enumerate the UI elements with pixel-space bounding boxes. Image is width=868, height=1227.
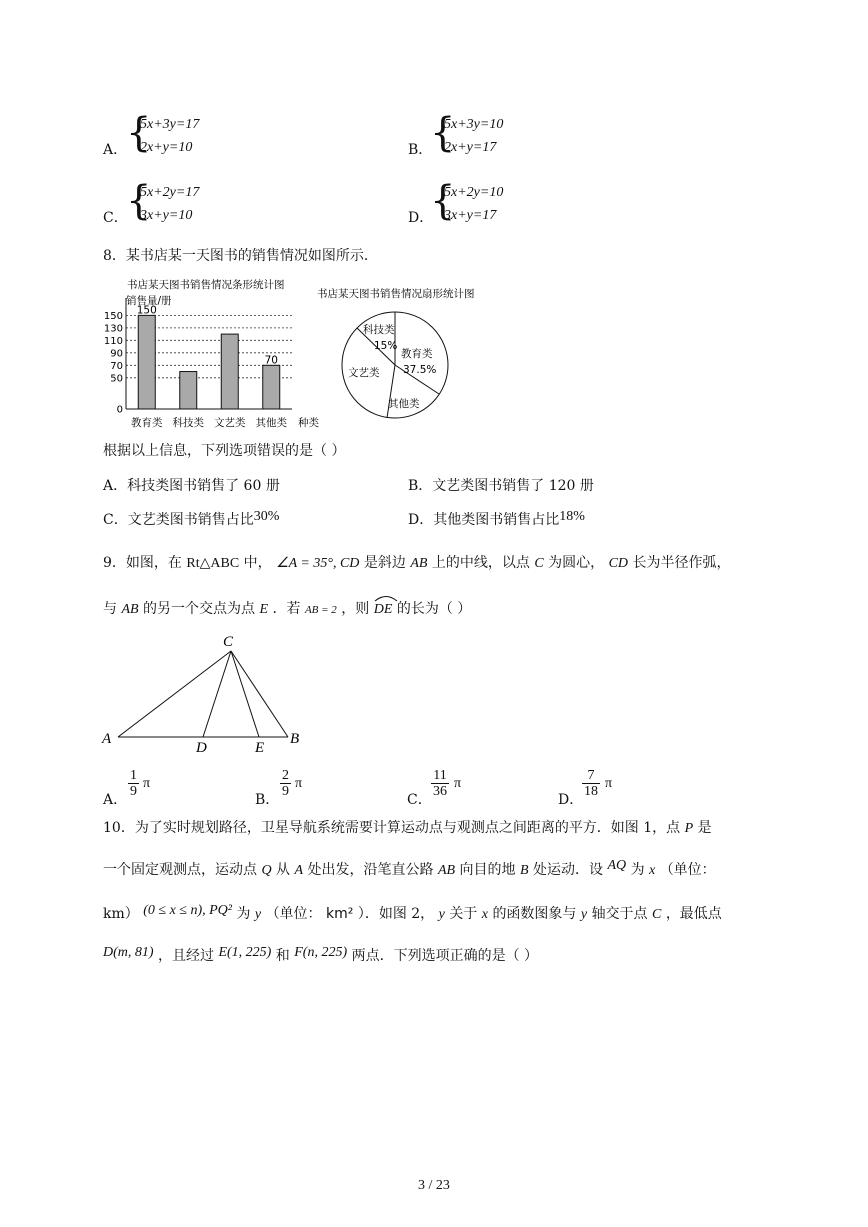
q8-question: 根据以上信息，下列选项错误的是（ ） [103, 443, 346, 459]
pie-divider [387, 365, 395, 418]
point-c: C [534, 556, 544, 571]
bar [138, 315, 155, 409]
text: 为 [630, 862, 645, 878]
bar-chart-title: 书店某天图书销售情况条形统计图 [127, 279, 285, 291]
numerator: 11 [433, 768, 447, 783]
text: 两点．下列选项正确的是（ ） [351, 948, 539, 964]
bar-chart-ylabel: 销售量/册 [126, 295, 172, 307]
brace: { [430, 178, 456, 224]
point-b: B [519, 863, 529, 878]
pi-symbol: π [143, 776, 151, 791]
text: （单位： [265, 906, 322, 922]
bar [180, 372, 197, 409]
side-ac [118, 651, 231, 737]
q8-option-c-text: C．文艺类图书销售占比 [103, 512, 254, 528]
fraction [128, 768, 139, 799]
point-a: A [294, 863, 304, 878]
q7-b-eq1: 5x+3y=10 [444, 117, 504, 132]
variable-y: y [580, 907, 588, 922]
arc-de [374, 600, 393, 620]
text: km） [103, 906, 139, 922]
segment-ab: AB [410, 556, 428, 571]
median-cd [203, 651, 231, 737]
point-e-label: E [255, 740, 265, 755]
arc-icon [374, 594, 398, 602]
segment-ab: AB [121, 602, 139, 617]
text: 处出发，沿笔直公路 [307, 862, 434, 878]
q10-line-3 [103, 904, 722, 925]
point-a-label: A [102, 731, 112, 747]
text: 轴交于点 [591, 906, 648, 922]
category-label: 教育类 [131, 417, 163, 429]
data-label: 150 [136, 304, 157, 317]
q8-option-c-value: 30% [253, 509, 280, 524]
fraction [431, 768, 449, 799]
text: 中， [243, 555, 272, 571]
triangle-figure [98, 630, 313, 755]
q8-option-d-value: 18% [559, 509, 585, 524]
variable-y: y [438, 907, 445, 922]
q10-line-2 [103, 860, 716, 881]
brace: { [126, 110, 152, 156]
page-number: 3 / 23 [418, 1178, 450, 1193]
point-f-coord: F(n, 225) [294, 945, 348, 960]
q9-option-c-label: C． [407, 792, 432, 808]
ab-equals-2: AB = 2 [304, 604, 337, 616]
y-tick-label: 130 [103, 323, 123, 335]
y-tick-label: 50 [110, 373, 123, 385]
domain-expr: (0 ≤ x ≤ n), PQ² [143, 903, 232, 918]
q7-d-eq1: 5x+2y=10 [444, 185, 504, 200]
bar-chart [100, 274, 325, 434]
text: ）．如图 2， [357, 906, 435, 922]
unit-km2: km² [326, 906, 354, 922]
q7-option-a-label: A． [103, 142, 128, 158]
segment-cd: CD [608, 556, 629, 571]
segment-ab: AB [437, 863, 456, 878]
text: ，且经过 [158, 948, 214, 964]
pie-pct-tech: 15% [374, 340, 398, 352]
denominator: 9 [282, 784, 289, 799]
q7-b-eq2: 2x+y=17 [444, 140, 497, 155]
fraction [280, 768, 291, 799]
point-d-label: D [196, 740, 207, 755]
q8-option-b: B．文艺类图书销售了 120 册 [408, 478, 594, 494]
q8-option-c [103, 510, 279, 531]
q9-line-2 [103, 599, 471, 620]
point-c: C [652, 907, 662, 922]
triangle-name: Rt△ABC [186, 556, 240, 571]
bar [263, 365, 280, 409]
fraction [582, 768, 600, 799]
variable-x: x [649, 863, 656, 878]
q7-option-b-label: B． [408, 142, 433, 158]
point-c-label: C [223, 634, 234, 650]
text: 向目的地 [459, 862, 516, 878]
numerator: 2 [282, 768, 289, 783]
q8-stem: 8．某书店某一天图书的销售情况如图所示． [103, 248, 378, 264]
pie-label-arts: 文艺类 [348, 367, 380, 379]
text: 的长为（ ） [396, 601, 472, 617]
text: ，最低点 [665, 906, 722, 922]
y-tick-label: 90 [110, 348, 123, 360]
side-cb [231, 651, 288, 737]
brace: { [430, 110, 456, 156]
q7-c-eq1: 5x+2y=17 [140, 185, 200, 200]
bar [221, 334, 238, 409]
text: 的另一个交点为点 [143, 601, 256, 617]
text: 为圆心， [548, 555, 605, 571]
text: （单位： [659, 862, 716, 878]
q10-line-1 [103, 818, 712, 839]
q9-option-b-label: B． [255, 792, 280, 808]
point-e-coord: E(1, 225) [218, 945, 272, 960]
text: 一个固定观测点，运动点 [103, 862, 257, 878]
q9-option-d-label: D． [558, 792, 584, 808]
q7-option-d-label: D． [408, 210, 434, 226]
numerator: 7 [587, 768, 595, 783]
denominator: 36 [433, 784, 447, 799]
q7-d-eq2: 3x+y=17 [444, 208, 497, 223]
q8-option-a: A．科技类图书销售了 60 册 [103, 478, 280, 494]
category-label: 科技类 [172, 417, 204, 429]
text: 关于 [449, 906, 478, 922]
text: ，则 [341, 601, 370, 617]
text: 长为半径作弧， [632, 555, 731, 571]
pi-symbol: π [295, 776, 303, 791]
pie-label-edu: 教育类 [401, 348, 433, 360]
denominator: 18 [584, 784, 598, 799]
segment-aq: AQ [607, 858, 627, 873]
q10-line-4 [103, 946, 538, 967]
y-tick-label: 110 [103, 335, 123, 347]
arc-de-label: DE [373, 602, 393, 617]
text: 是 [697, 820, 712, 836]
pie-label-other: 其他类 [388, 398, 420, 410]
text: 的函数图象与 [492, 906, 577, 922]
pie-label-tech: 科技类 [363, 324, 395, 336]
denominator: 9 [130, 784, 137, 799]
angle-expr: ∠A = 35°, CD [276, 556, 360, 571]
q8-option-d [408, 510, 585, 531]
pie-pct-edu: 37.5% [403, 364, 437, 376]
data-label: 70 [264, 354, 278, 367]
q9-option-a-label: A． [103, 792, 128, 808]
point-e: E [259, 602, 269, 617]
pie-chart-title: 书店某天图书销售情况扇形统计图 [317, 288, 475, 300]
text: 与 [103, 601, 117, 617]
category-label: 文艺类 [214, 417, 246, 429]
brace: { [126, 178, 152, 224]
pie-chart [312, 284, 512, 424]
segment-ce [231, 651, 259, 737]
q7-a-eq2: 2x+y=10 [140, 140, 193, 155]
text: 9．如图，在 [103, 555, 182, 571]
q9-line-1 [103, 553, 730, 574]
q7-a-eq1: 5x+3y=17 [140, 117, 200, 132]
variable-x: x [481, 907, 488, 922]
text: 处运动．设 [532, 862, 603, 878]
variable-y: y [254, 907, 262, 922]
y-tick-label: 150 [103, 310, 123, 322]
q7-option-c-label: C． [103, 210, 128, 226]
text: 从 [276, 862, 291, 878]
point-p: P [684, 821, 694, 836]
pi-symbol: π [454, 776, 462, 791]
text: 10．为了实时规划路径，卫星导航系统需要计算运动点与观测点之间距离的平方．如图 1，点 [103, 820, 681, 836]
category-label: 其他类 [255, 417, 287, 429]
bar-chart-xlabel: 种类 [298, 417, 319, 429]
y-tick-label: 0 [116, 404, 123, 416]
text: ．若 [272, 601, 301, 617]
q7-c-eq2: 3x+y=10 [140, 208, 193, 223]
text: 和 [275, 948, 290, 964]
text: 为 [236, 906, 251, 922]
numerator: 1 [130, 768, 137, 783]
pi-symbol: π [605, 776, 613, 791]
q8-option-d-text: D．其他类图书销售占比 [408, 512, 560, 528]
text: 是斜边 [363, 555, 406, 571]
point-b-label: B [290, 731, 300, 747]
y-tick-label: 70 [110, 360, 123, 372]
point-d-coord: D(m, 81) [103, 945, 154, 960]
text: 上的中线，以点 [431, 555, 530, 571]
point-q: Q [261, 863, 272, 878]
